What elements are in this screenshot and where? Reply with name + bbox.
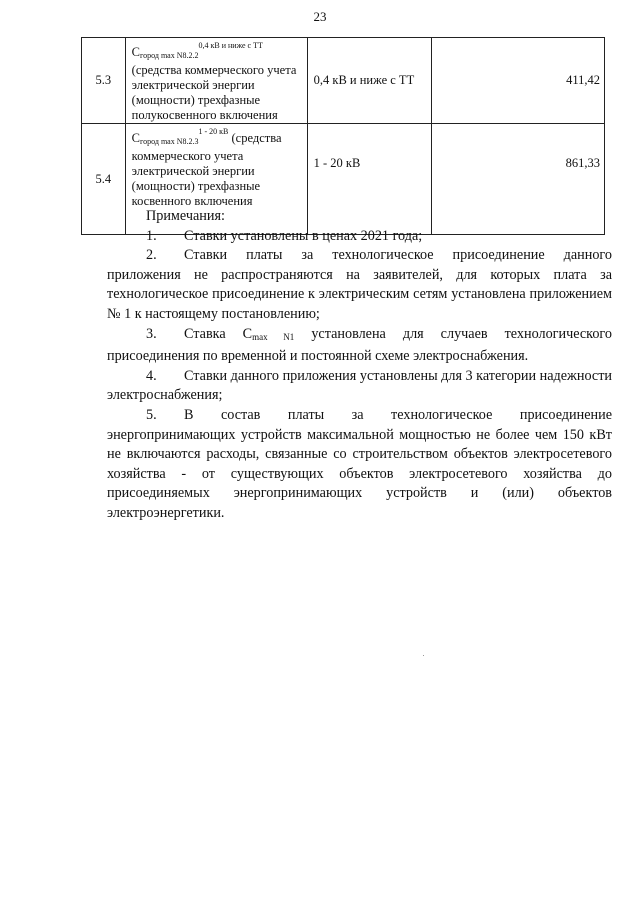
rate-value: 861,33 (431, 124, 604, 235)
notes-section (107, 207, 612, 524)
note-text: Ставки данного приложения установлены для 3 категории надежности электроснабжения; (107, 367, 612, 404)
note-number: 4. (146, 367, 157, 384)
note-number: 2. (146, 247, 157, 264)
notes-title: Примечания: (146, 208, 225, 224)
note-number: 1. (146, 227, 157, 244)
rate-description (125, 38, 307, 124)
rate-symbol: C (131, 131, 141, 145)
table-row (82, 38, 605, 124)
rate-symbol-subscript: город max N8.2.2 (140, 51, 199, 60)
note-text: В состав платы за технологическое присоединение энергопринимающих устройств максимальной мощностью не более чем 150 кВт не включаются расходы, связанные со строительством объектов электросетевого хозяйства - от существующих объектов электросетевого хозяйства до присоединяемых энергопринимающих устройств и (или) объектов электроэнергетики. (107, 406, 612, 521)
note-item (107, 227, 612, 247)
note-item (107, 325, 612, 367)
voltage-level: 1 - 20 кВ (307, 124, 431, 235)
note-number: 3. (146, 325, 157, 342)
scan-speck (423, 655, 424, 656)
note-number: 5. (146, 406, 157, 423)
row-number: 5.4 (82, 124, 126, 235)
rate-symbol-superscript: 1 - 20 кВ (198, 127, 229, 136)
rate-symbol-subscript: город max N8.2.3 (140, 137, 199, 146)
note-subscript: max N1 (252, 331, 295, 342)
rates-table (81, 37, 605, 235)
note-text: Ставки установлены в ценах 2021 года; (184, 227, 423, 244)
note-item (107, 367, 612, 406)
rate-symbol: C (131, 45, 141, 59)
voltage-level: 0,4 кВ и ниже с ТТ (307, 38, 431, 124)
row-number: 5.3 (82, 38, 126, 124)
note-text: Ставки платы за технологическое присоединение данного приложения не распространяются на заявителей, для которых плата за технологическое присоединение к электрическим сетям установлена приложением № 1 к настоящему постановлению; (107, 247, 612, 322)
rate-description-text: (средства коммерческого учета электрической энергии (мощности) трехфазные косвенного включения (131, 131, 282, 208)
note-item (107, 406, 612, 524)
note-item (107, 246, 612, 324)
note-text: Ставка C (184, 325, 253, 342)
rate-value: 411,42 (431, 38, 604, 124)
rate-symbol-superscript: 0,4 кВ и ниже с ТТ (198, 41, 263, 50)
note-text: установлена для случаев технологического присоединения по временной и постоянной схеме электроснабжения. (107, 325, 612, 365)
page-number: 23 (313, 9, 327, 24)
rate-description-text: (средства коммерческого учета электрической энергии (мощности) трехфазные полукосвенного включения (131, 63, 297, 122)
